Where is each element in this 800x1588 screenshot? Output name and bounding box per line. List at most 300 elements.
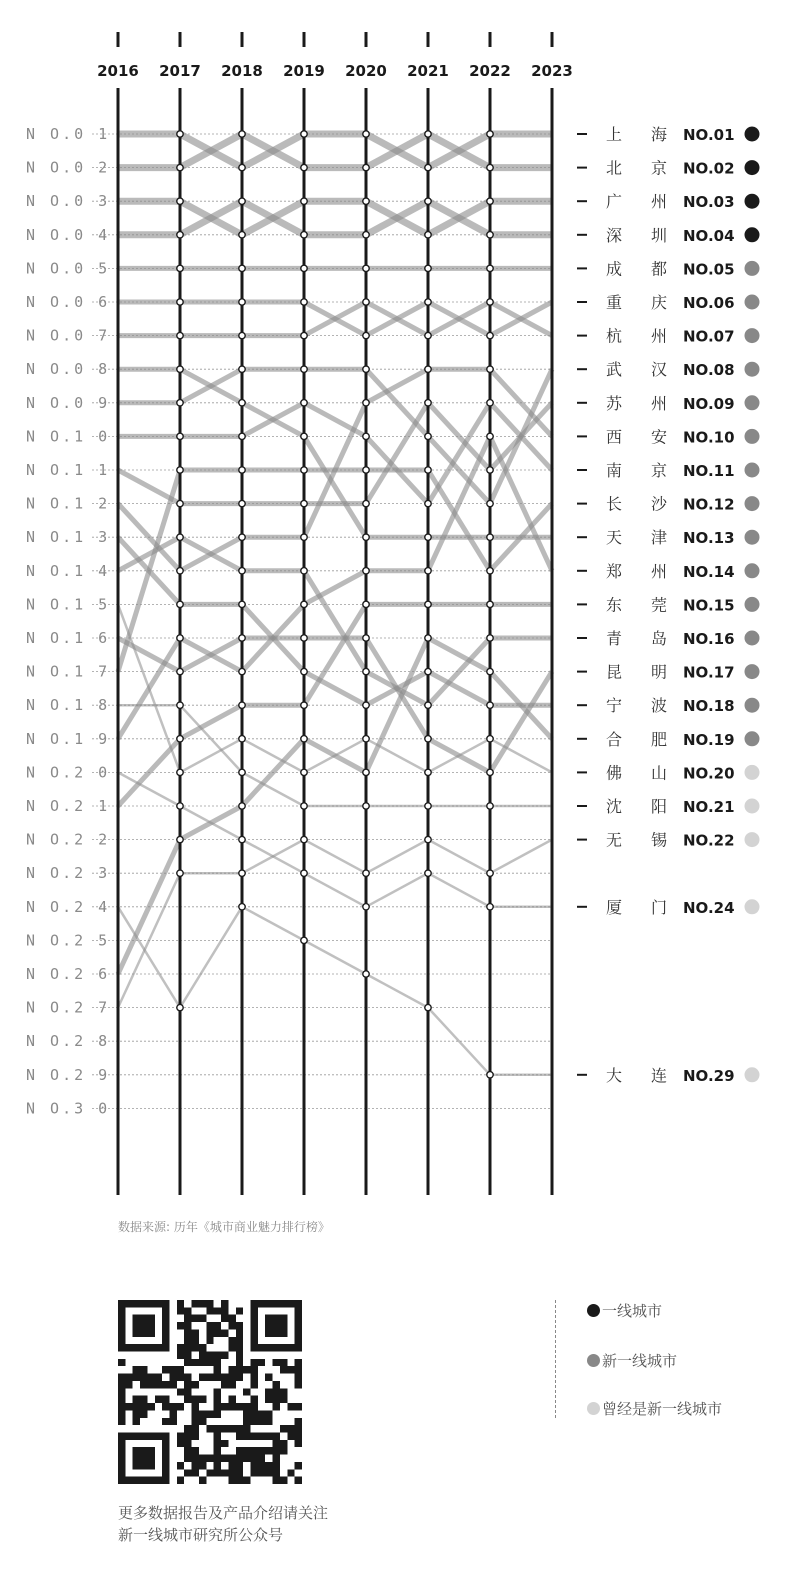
rank-node [425,668,431,674]
qr-cell [228,1381,235,1388]
qr-cell [147,1447,154,1454]
city-name-char: 州 [651,393,668,413]
qr-cell [184,1374,191,1381]
qr-cell [295,1462,302,1469]
series-line-郑州 [118,436,552,738]
rank-label: N O.0 1 [26,125,111,143]
rank-label: N O.1 4 [26,561,111,580]
qr-cell [250,1432,257,1439]
rank-node [301,332,307,338]
qr-cell [118,1403,125,1410]
rank-node [425,467,431,473]
qr-cell [280,1329,287,1336]
rank-node [425,635,431,641]
qr-cell [280,1425,287,1432]
qr-cell [177,1403,184,1410]
qr-cell [206,1300,213,1307]
qr-cell [206,1359,213,1366]
rank-node [363,601,369,607]
qr-cell [118,1477,125,1484]
qr-cell [273,1477,280,1484]
qr-cell [184,1432,191,1439]
rank-label: N O.0 4 [26,225,111,244]
data-source-note: 数据来源: 历年《城市商业魅力排行榜》 [118,1220,330,1234]
rank-node [425,601,431,607]
rank-node [363,803,369,809]
qr-cell [228,1425,235,1432]
qr-cell [228,1477,235,1484]
qr-cell [221,1455,228,1462]
qr-cell [214,1410,221,1417]
qr-cell [118,1344,125,1351]
city-name-char: 无 [606,830,623,850]
qr-cell [221,1469,228,1476]
rank-node [177,568,183,574]
year-label: 2017 [159,62,201,80]
qr-cell [221,1374,228,1381]
qr-cell [147,1403,154,1410]
city-name-char: 南 [606,461,623,480]
qr-cell [258,1469,265,1476]
legend-dot-former-new-first-tier [587,1402,600,1415]
city-name-char: 州 [651,561,668,581]
city-tier-dot [745,362,760,377]
city-name-char: 东 [606,595,623,615]
rank-node [177,736,183,742]
qr-cell [118,1337,125,1344]
qr-cell [265,1344,272,1351]
rank-node [301,736,307,742]
qr-cell [118,1381,125,1388]
rank-node [301,400,307,406]
qr-cell [243,1403,250,1410]
qr-cell [280,1388,287,1395]
rank-node [301,299,307,305]
qr-cell [295,1307,302,1314]
qr-cell [221,1381,228,1388]
qr-cell [192,1455,199,1462]
qr-cell [273,1396,280,1403]
qr-cell [192,1315,199,1322]
qr-cell [273,1329,280,1336]
rank-node [177,332,183,338]
qr-cell [184,1425,191,1432]
city-name-char: 深 [606,225,623,245]
qr-cell [295,1315,302,1322]
city-rank-label: NO.29 [683,1066,735,1085]
rank-node [239,635,245,641]
legend-divider [555,1300,556,1418]
city-name-char: 州 [651,192,668,212]
year-label: 2023 [531,62,573,80]
qr-cell [243,1410,250,1417]
city-rank-label: NO.22 [683,831,735,850]
qr-cell [206,1322,213,1329]
qr-cell [221,1300,228,1307]
rank-node [239,332,245,338]
legend-dot-new-first-tier [587,1354,600,1367]
rank-node [425,198,431,204]
rank-node [487,400,493,406]
qr-cell [177,1374,184,1381]
city-rank-label: NO.07 [683,327,735,346]
rank-label: N O.0 7 [26,326,111,345]
city-rank-label: NO.01 [683,126,735,144]
rank-node [239,702,245,708]
rank-node [487,131,493,137]
qr-cell [273,1462,280,1469]
qr-cell [192,1410,199,1417]
city-rank-label: NO.15 [683,596,735,615]
qr-cell [162,1418,169,1425]
rank-node [177,265,183,271]
rank-node [425,803,431,809]
rank-node [239,433,245,439]
rank-node [239,131,245,137]
qr-cell [214,1366,221,1373]
qr-cell [295,1403,302,1410]
qr-cell [214,1396,221,1403]
qr-cell [250,1300,257,1307]
city-rank-label: NO.18 [683,697,735,716]
rank-node [425,702,431,708]
series-line-大连 [118,907,552,1075]
qr-cell [243,1455,250,1462]
qr-cell [236,1366,243,1373]
city-tier-dot [745,530,760,545]
qr-cell [162,1381,169,1388]
rank-node [363,131,369,137]
rank-label: N O.1 2 [26,494,111,513]
qr-cell [192,1329,199,1336]
rank-label: N O.1 9 [26,729,111,748]
rank-node [177,467,183,473]
rank-node [239,265,245,271]
qr-cell [221,1307,228,1314]
qr-cell [155,1381,162,1388]
rank-label: N O.2 9 [26,1065,111,1084]
rank-node [487,736,493,742]
qr-cell [192,1300,199,1307]
qr-cell [280,1396,287,1403]
qr-cell [118,1359,125,1366]
qr-cell [140,1381,147,1388]
qr-cell [228,1322,235,1329]
qr-cell [243,1447,250,1454]
rank-node [177,769,183,775]
city-name-char: 苏 [606,393,623,413]
rank-node [487,635,493,641]
rank-label: N O.2 1 [26,797,111,815]
qr-cell [184,1307,191,1314]
qr-cell [243,1432,250,1439]
city-tier-dot [745,597,760,612]
city-name-char: 宁 [606,696,623,716]
rank-node [177,433,183,439]
qr-cell [214,1329,221,1336]
city-name-char: 武 [606,360,623,380]
rank-node [363,702,369,708]
rank-node [301,937,307,943]
city-name-char: 重 [606,293,623,312]
qr-cell [140,1315,147,1322]
rank-node [239,198,245,204]
qr-cell [199,1315,206,1322]
city-rank-label: NO.20 [683,764,735,783]
city-name-char: 大 [606,1065,623,1085]
rank-node [301,702,307,708]
qr-cell [184,1440,191,1447]
qr-cell [295,1337,302,1344]
year-label: 2021 [407,62,449,80]
qr-cell [236,1432,243,1439]
rank-label: N O.2 0 [26,763,111,782]
qr-cell [228,1469,235,1476]
promo-line-2: 新一线城市研究所公众号 [118,1526,284,1544]
city-tier-dot [745,563,760,578]
qr-cell [177,1477,184,1484]
qr-cell [206,1469,213,1476]
rank-node [363,870,369,876]
qr-cell [147,1322,154,1329]
qr-cell [214,1462,221,1469]
qr-cell [155,1374,162,1381]
qr-cell [236,1322,243,1329]
rank-node [425,433,431,439]
rank-node [177,299,183,305]
city-rank-label: NO.04 [683,226,735,245]
rank-node [425,500,431,506]
rank-label: N O.0 3 [26,192,111,211]
rank-label: N O.2 7 [26,998,111,1017]
qr-cell [236,1359,243,1366]
qr-cell [214,1352,221,1359]
qr-cell [147,1455,154,1462]
promo-line-1: 更多数据报告及产品介绍请关注 [118,1504,329,1522]
qr-cell [214,1388,221,1395]
city-name-char: 青 [606,629,623,648]
qr-cell [258,1455,265,1462]
qr-cell [177,1322,184,1329]
qr-cell [273,1315,280,1322]
city-tier-dot [745,429,760,444]
qr-cell [236,1469,243,1476]
city-tier-dot [745,328,760,343]
rank-node [425,164,431,170]
city-name-char: 岛 [651,629,668,648]
qr-cell [184,1322,191,1329]
qr-cell [133,1418,140,1425]
qr-cell [206,1410,213,1417]
qr-cell [295,1359,302,1366]
city-name-char: 汉 [651,360,668,380]
rank-node [301,601,307,607]
qr-cell [206,1352,213,1359]
qr-cell [273,1322,280,1329]
rank-node [487,904,493,910]
city-tier-dot [745,227,760,242]
qr-cell [236,1403,243,1410]
qr-cell [236,1344,243,1351]
qr-cell [295,1322,302,1329]
city-tier-dot [745,160,760,175]
qr-cell [258,1300,265,1307]
rank-node [487,534,493,540]
city-name-char: 沙 [651,494,668,514]
rank-node [487,366,493,372]
city-name-char: 成 [606,259,623,279]
qr-cell [250,1418,257,1425]
rank-node [425,836,431,842]
qr-cell [287,1366,294,1373]
rank-label: N O.0 5 [26,259,111,278]
rank-node [363,467,369,473]
city-name-char: 安 [651,427,668,447]
qr-cell [199,1344,206,1351]
rank-node [301,635,307,641]
city-rank-label: NO.13 [683,529,735,548]
year-label: 2018 [221,62,263,80]
qr-cell [162,1469,169,1476]
rank-node [239,803,245,809]
city-name-char: 昆 [606,662,623,682]
series-line-天津 [118,369,552,537]
qr-cell [140,1403,147,1410]
qr-cell [184,1469,191,1476]
city-name-char: 津 [651,528,668,548]
qr-cell [140,1329,147,1336]
qr-cell [221,1403,228,1410]
qr-cell [265,1462,272,1469]
qr-cell [258,1462,265,1469]
qr-cell [273,1388,280,1395]
qr-cell [155,1396,162,1403]
qr-cell [192,1396,199,1403]
year-label: 2020 [345,62,387,80]
city-name-char: 肥 [651,729,668,749]
qr-cell [280,1300,287,1307]
qr-cell [118,1469,125,1476]
qr-cell [236,1447,243,1454]
city-tier-dot [745,395,760,410]
rank-node [301,198,307,204]
rank-node [425,568,431,574]
qr-cell [125,1403,132,1410]
qr-cell [140,1374,147,1381]
rank-node [239,164,245,170]
city-name-char: 北 [606,158,623,178]
city-tier-dot [745,463,760,478]
qr-cell [118,1447,125,1454]
qr-cell [206,1425,213,1432]
qr-cell [118,1300,125,1307]
qr-cell [280,1447,287,1454]
rank-node [363,904,369,910]
qr-cell [250,1344,257,1351]
city-tier-dot [745,664,760,679]
qr-cell [162,1403,169,1410]
rank-label: N O.2 8 [26,1032,111,1051]
qr-cell [192,1337,199,1344]
qr-cell [162,1447,169,1454]
qr-cell [206,1307,213,1314]
rank-node [425,870,431,876]
qr-cell [228,1344,235,1351]
qr-cell [184,1337,191,1344]
qr-cell [162,1307,169,1314]
rank-node [363,366,369,372]
rank-node [363,736,369,742]
rank-label: N O.1 6 [26,629,111,647]
qr-cell [184,1344,191,1351]
rank-node [301,467,307,473]
qr-cell [214,1403,221,1410]
qr-cell [133,1455,140,1462]
rank-node [425,1004,431,1010]
city-rank-label: NO.06 [683,294,735,312]
qr-cell [273,1344,280,1351]
qr-cell [177,1388,184,1395]
qr-cell [214,1440,221,1447]
rank-label: N O.2 4 [26,897,111,916]
rank-node [487,433,493,439]
city-tier-dot [745,731,760,746]
qr-cell [280,1344,287,1351]
city-name-char: 圳 [651,225,668,245]
rank-node [487,299,493,305]
rank-label: N O.1 8 [26,696,111,715]
legend-item-former-new-first-tier [587,1398,722,1419]
city-tier-dot [745,295,760,310]
qr-cell [250,1410,257,1417]
rank-node [177,870,183,876]
qr-cell [265,1329,272,1336]
rank-label: N O.1 0 [26,427,111,446]
rank-label: N O.2 6 [26,965,111,983]
qr-cell [243,1366,250,1373]
qr-cell [295,1477,302,1484]
qr-cell [287,1469,294,1476]
qr-cell [133,1374,140,1381]
qr-cell [214,1359,221,1366]
qr-cell [140,1432,147,1439]
rank-label: N O.1 7 [26,662,111,681]
qr-cell [147,1374,154,1381]
qr-cell [221,1329,228,1336]
qr-cell [170,1403,177,1410]
qr-cell [133,1366,140,1373]
qr-cell [228,1396,235,1403]
rank-node [363,332,369,338]
city-rank-label: NO.24 [683,898,735,917]
rank-label: N O.1 3 [26,528,111,547]
rank-node [487,500,493,506]
rank-node [301,131,307,137]
qr-cell [133,1315,140,1322]
rank-node [301,433,307,439]
rank-node [425,332,431,338]
qr-cell [199,1300,206,1307]
rank-node [301,534,307,540]
qr-cell [295,1418,302,1425]
qr-cell [162,1344,169,1351]
qr-cell [118,1418,125,1425]
qr-cell [155,1300,162,1307]
rank-node [487,332,493,338]
qr-cell [273,1447,280,1454]
qr-cell [192,1344,199,1351]
qr-cell [273,1403,280,1410]
